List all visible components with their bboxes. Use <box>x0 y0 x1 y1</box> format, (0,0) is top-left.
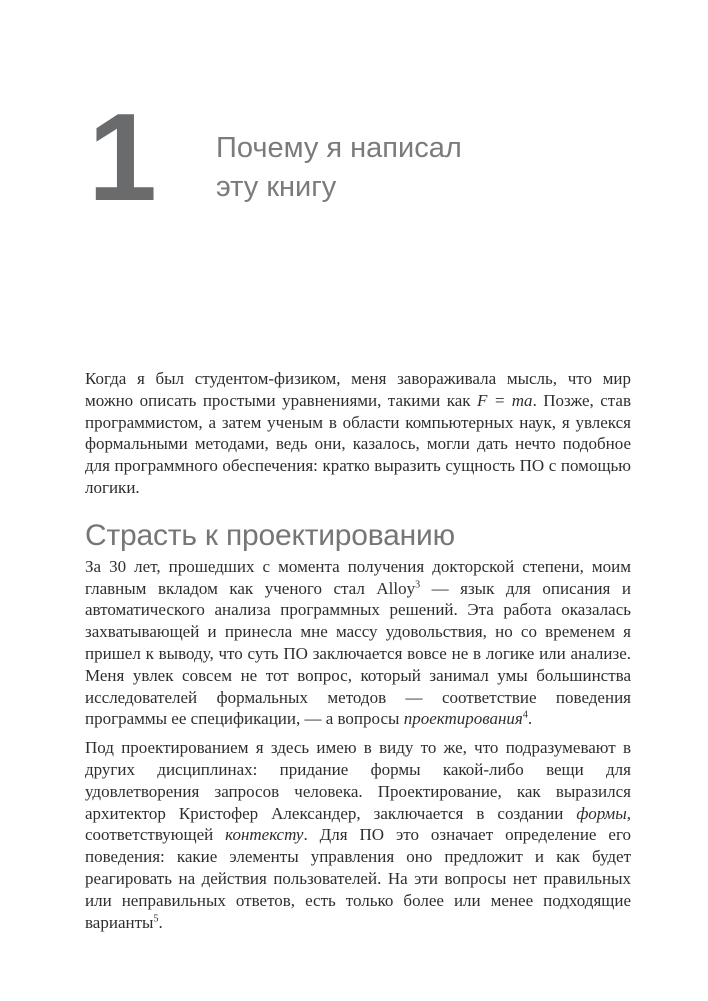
footnote-reference: 5 <box>153 912 159 924</box>
body-text-block <box>85 368 631 933</box>
section-heading: Страсть к проектированию <box>85 518 455 552</box>
emphasized-text: проектирования <box>403 709 523 729</box>
paragraph-design-definition <box>85 737 631 933</box>
body-text-run: — язык для описания и автоматического анализа программных решений. Эта работа оказалась захватывающей и принесла мне массу удовольствия, но со временем я пришел к выводу, что суть ПО заключается вовсе не в логике или анализе. Меня увлек совсем не тот вопрос, который занимал умы большинства исследователей формальных методов — соответствие поведения программы ее спецификации, — а вопросы <box>85 578 631 729</box>
body-text-run: . Для ПО это означает определение его поведения: какие элементы управления оно предложит и как будет реагировать на действия пользователей. На эти вопросы нет правильных или неправильных ответов, есть только более или менее подходящие варианты <box>85 825 631 932</box>
body-text-run: . <box>527 709 533 729</box>
emphasized-text: контексту <box>225 825 304 845</box>
body-text-run: . Позже, став программистом, а затем ученым в области компьютерных наук, я увлекся формальными методами, ведь они, казалось, могли дать нечто подобное для программного обеспечения: кратко выразить сущность ПО с помощью логики. <box>85 390 631 497</box>
chapter-number: 1 <box>88 89 157 227</box>
chapter-title: Почему я написал эту книгу <box>216 132 462 203</box>
emphasized-text: формы <box>576 803 627 823</box>
emphasized-text: F = ma <box>477 390 533 410</box>
body-text-run: Под проектированием я здесь имею в виду то же, что подразумевают в других дисциплинах: придание формы какой-либо вещи для удовлетворения запросов человека. Проектирование, как выразился архитектор Кристофер Александер, заключается в создании <box>85 738 631 823</box>
body-text-run: За 30 лет, прошедших с момента получения докторской степени, моим главным вкладом как ученого стал Alloy <box>85 556 631 598</box>
paragraph-intro <box>85 368 631 499</box>
footnote-reference: 3 <box>415 578 421 590</box>
footnote-reference: 4 <box>522 709 528 721</box>
body-text-run: , соответствующей <box>85 803 631 845</box>
paragraph-alloy <box>85 556 631 730</box>
body-text-run: Когда я был студентом-физиком, меня завораживала мысль, что мир можно описать простыми уравнениями, такими как <box>85 369 631 410</box>
body-text-run: . <box>158 912 163 932</box>
